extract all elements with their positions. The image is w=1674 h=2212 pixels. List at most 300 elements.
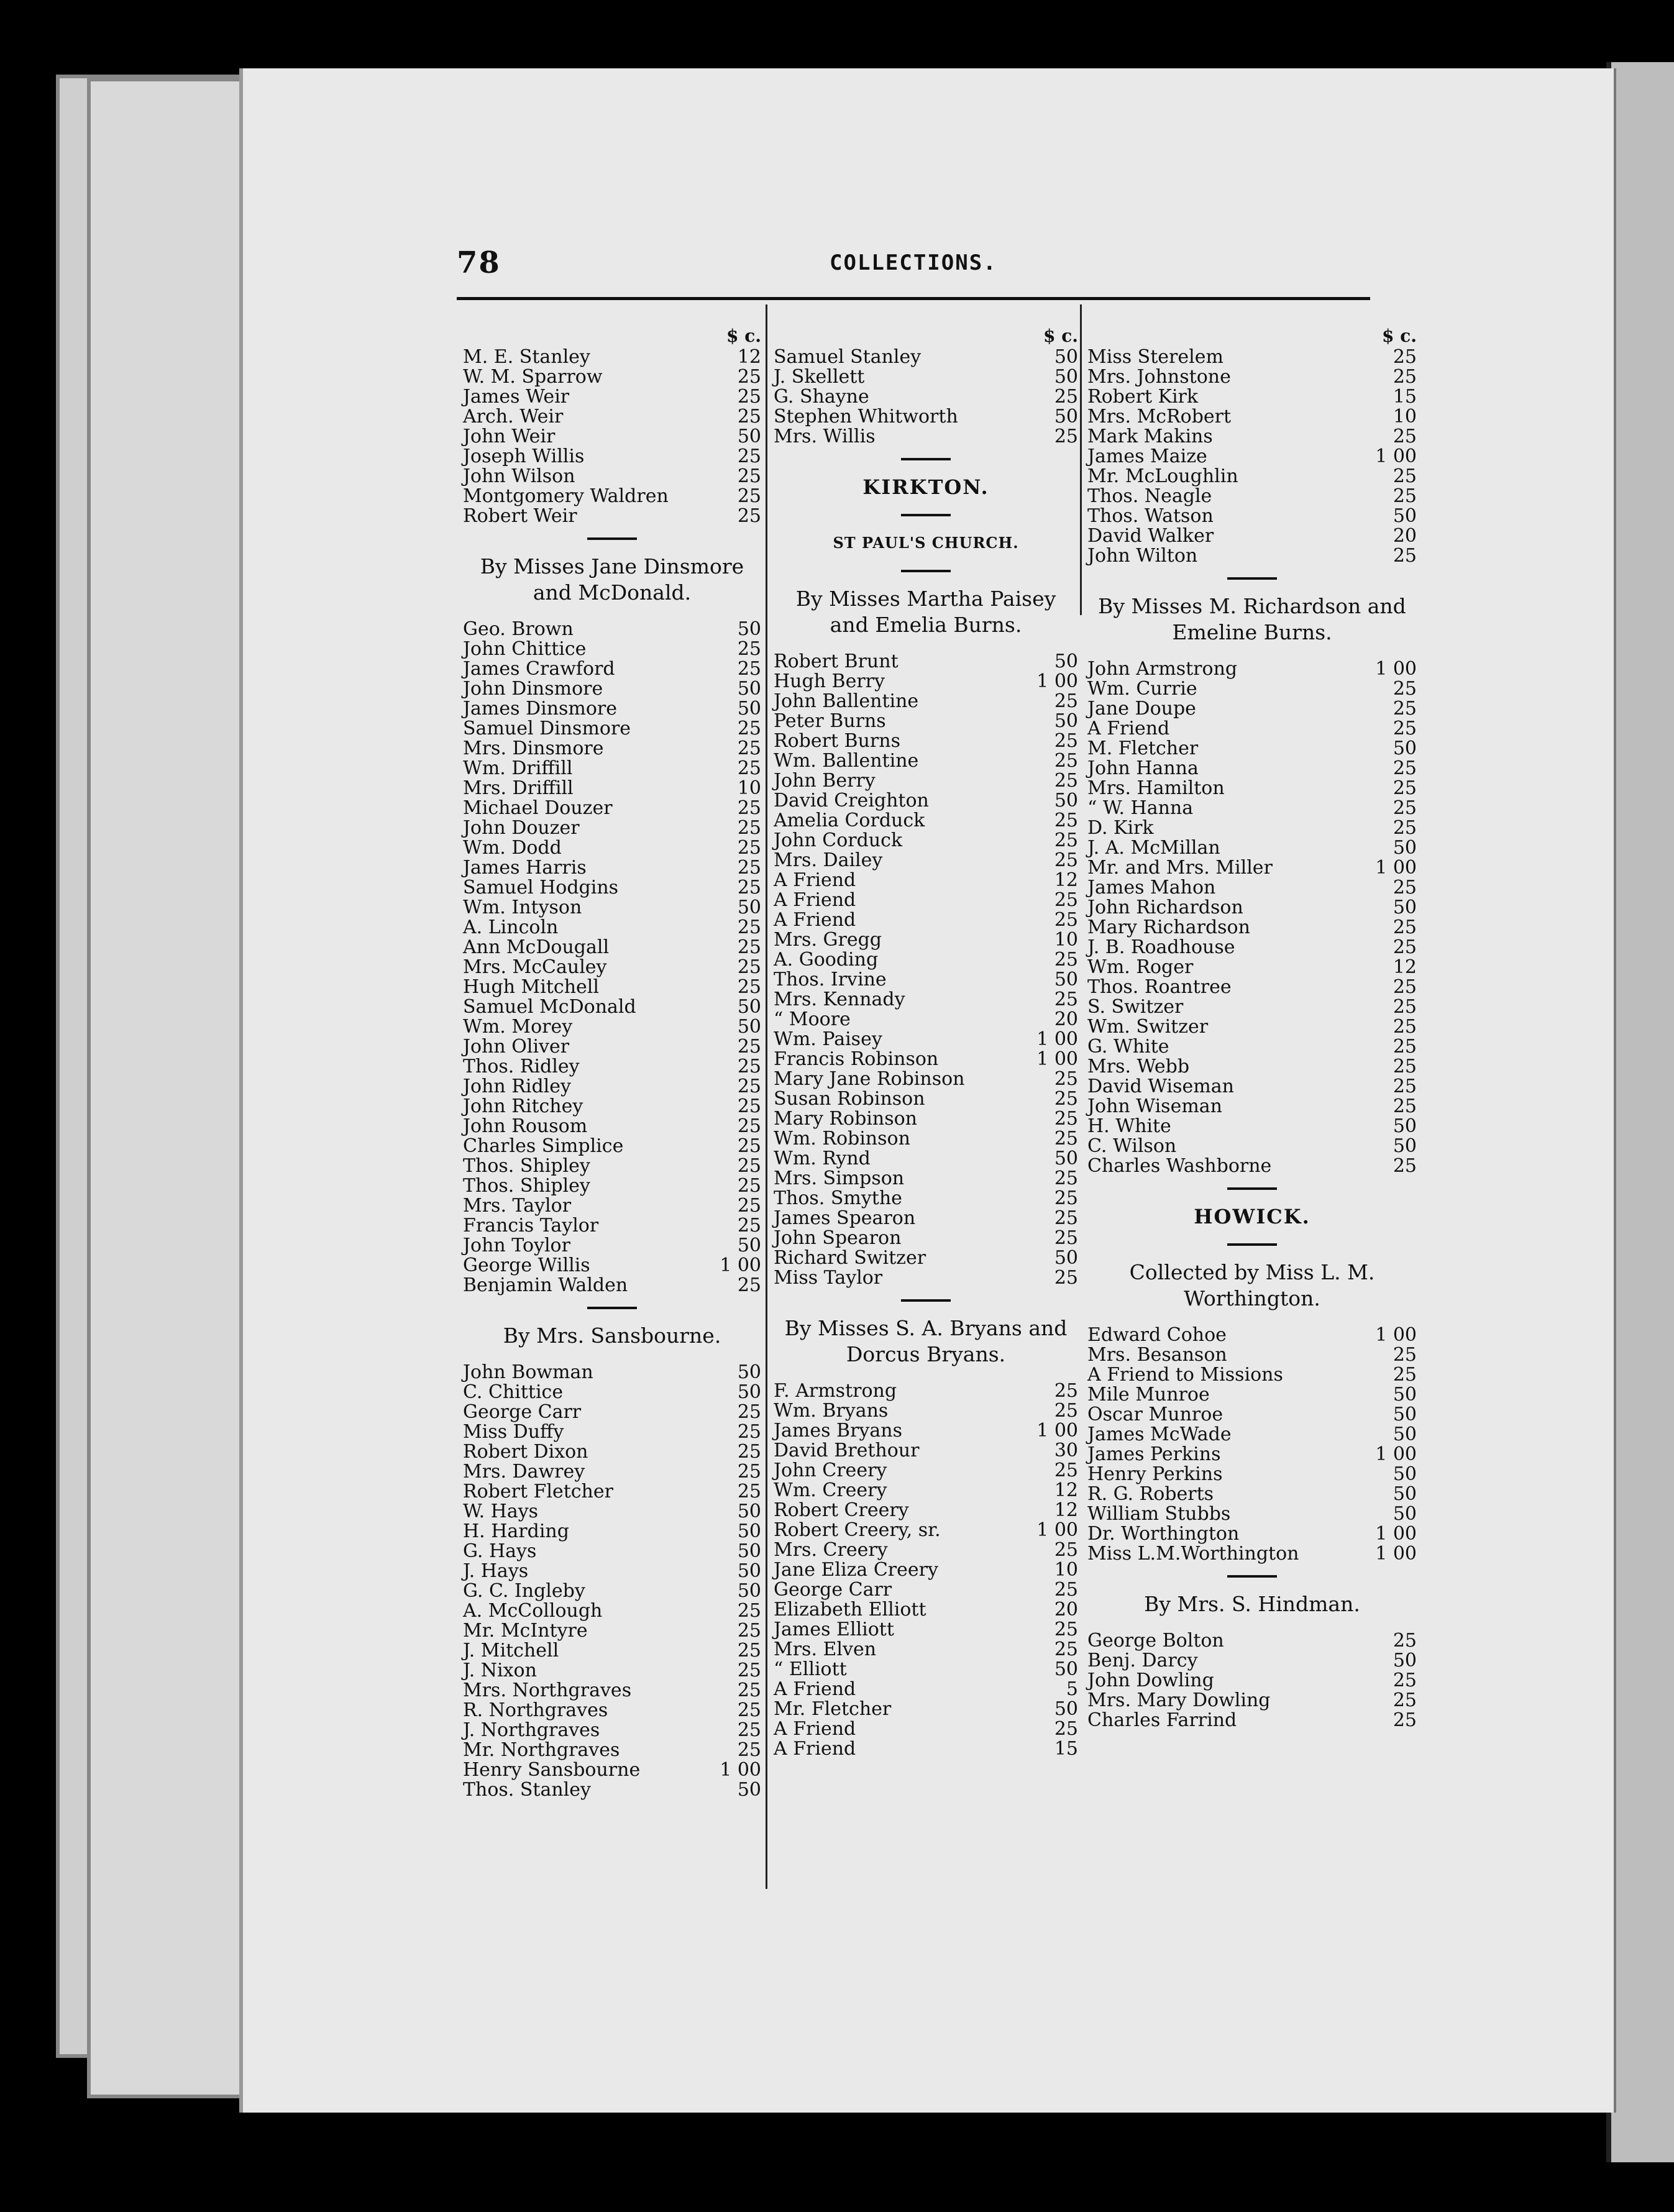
contributor-name: A Friend xyxy=(774,889,856,911)
contribution-amount: 50 xyxy=(1054,1658,1078,1680)
contributor-name: G. Shayne xyxy=(774,386,869,408)
contribution-amount: 50 xyxy=(1393,897,1417,918)
contributor-name: Mr. and Mrs. Miller xyxy=(1087,857,1273,879)
contribution-amount: 12 xyxy=(1054,1499,1078,1521)
contribution-amount: 25 xyxy=(737,1056,761,1077)
list-item xyxy=(774,731,1078,751)
list-item xyxy=(463,1077,761,1097)
contributor-name: John Armstrong xyxy=(1087,658,1238,680)
contributor-name: J. A. McMillan xyxy=(1087,837,1220,859)
list-item xyxy=(774,811,1078,831)
contributor-name: Mrs. Mary Dowling xyxy=(1087,1689,1271,1711)
list-item xyxy=(1087,1651,1417,1671)
list-item xyxy=(1087,1484,1417,1504)
contribution-amount: 25 xyxy=(737,976,761,998)
contribution-amount: 50 xyxy=(737,1779,761,1801)
contributor-name: John Ballentine xyxy=(774,690,919,712)
contribution-amount: 25 xyxy=(1393,916,1417,938)
contribution-amount: 25 xyxy=(1393,346,1417,368)
list-item xyxy=(463,818,761,838)
contributor-name: James Harris xyxy=(463,857,587,879)
list-item xyxy=(1087,759,1417,779)
contribution-amount: 25 xyxy=(1054,1108,1078,1130)
contribution-amount: 25 xyxy=(737,718,761,739)
contributor-name: Benjamin Walden xyxy=(463,1274,628,1296)
contributor-name: Jane Eliza Creery xyxy=(774,1559,938,1581)
contribution-amount: 50 xyxy=(737,1580,761,1602)
contribution-amount: 50 xyxy=(1054,790,1078,811)
list-item xyxy=(463,1382,761,1402)
section-heading: HOWICK. xyxy=(1194,1205,1310,1228)
contributor-name: Samuel Hodgins xyxy=(463,877,619,898)
list-item xyxy=(463,739,761,759)
contribution-amount: 25 xyxy=(1054,1128,1078,1149)
contributor-name: J. Mitchell xyxy=(463,1640,559,1661)
contribution-amount: 1 00 xyxy=(1375,1523,1417,1545)
list-item xyxy=(774,1069,1078,1089)
contribution-amount: 50 xyxy=(1393,837,1417,859)
contributor-name: Arch. Weir xyxy=(463,406,564,427)
contribution-amount: 50 xyxy=(1054,651,1078,672)
contributor-name: “ W. Hanna xyxy=(1087,797,1194,819)
contribution-amount: 25 xyxy=(1393,545,1417,567)
contribution-amount: 25 xyxy=(737,797,761,819)
contribution-amount: 25 xyxy=(737,1155,761,1177)
currency-header: $ c. xyxy=(1381,326,1417,346)
contributor-name: John Rousom xyxy=(463,1115,588,1137)
contribution-amount: 25 xyxy=(737,1481,761,1502)
contribution-amount: 50 xyxy=(737,1016,761,1038)
contribution-amount: 25 xyxy=(737,1719,761,1741)
contribution-amount: 25 xyxy=(1054,889,1078,911)
facing-page-edge xyxy=(1606,62,1674,2162)
contribution-amount: 25 xyxy=(737,446,761,467)
contributor-name: D. Kirk xyxy=(1087,817,1154,839)
contributor-name: Samuel McDonald xyxy=(463,996,636,1018)
contribution-amount: 10 xyxy=(1054,929,1078,951)
contributor-name: Robert Burns xyxy=(774,730,900,752)
contribution-amount: 25 xyxy=(1393,698,1417,720)
contribution-amount: 50 xyxy=(1054,969,1078,990)
contribution-amount: 50 xyxy=(1393,1424,1417,1445)
list-item xyxy=(774,1381,1078,1401)
page-number: 78 xyxy=(457,245,501,280)
contributor-name: M. E. Stanley xyxy=(463,346,590,368)
list-item xyxy=(774,387,1078,407)
list-item xyxy=(774,851,1078,871)
contribution-amount: 25 xyxy=(1054,690,1078,712)
list-item xyxy=(1087,1345,1417,1365)
contribution-amount: 50 xyxy=(737,1560,761,1582)
contributor-name: Edward Cohoe xyxy=(1087,1324,1227,1346)
contributor-name: G. White xyxy=(1087,1036,1169,1058)
list-item xyxy=(463,1057,761,1077)
list-item xyxy=(463,1017,761,1037)
contributor-name: Wm. Ballentine xyxy=(774,750,919,772)
contributor-name: George Carr xyxy=(774,1579,892,1601)
contributor-name: Francis Taylor xyxy=(463,1215,599,1236)
contribution-amount: 25 xyxy=(1393,485,1417,507)
list-item xyxy=(463,1621,761,1641)
contributor-name: Samuel Stanley xyxy=(774,346,922,368)
list-item xyxy=(463,1216,761,1236)
contribution-amount: 25 xyxy=(1054,1400,1078,1422)
list-item xyxy=(1087,1445,1417,1465)
contribution-amount: 50 xyxy=(737,1361,761,1383)
list-item xyxy=(774,1540,1078,1560)
contribution-amount: 50 xyxy=(737,678,761,700)
contributor-name: R. G. Roberts xyxy=(1087,1483,1214,1505)
contribution-amount: 25 xyxy=(737,1175,761,1197)
contribution-amount: 25 xyxy=(737,1421,761,1443)
contributor-name: Mrs. McCauley xyxy=(463,956,607,978)
list-item xyxy=(1087,798,1417,818)
list-item xyxy=(774,871,1078,890)
list-item xyxy=(774,672,1078,692)
contributor-name: Thos. Roantree xyxy=(1087,976,1232,998)
contributor-name: Mr. Fletcher xyxy=(774,1698,892,1720)
contributor-name: Mrs. Hamilton xyxy=(1087,777,1225,799)
list-item xyxy=(1087,526,1417,546)
section-divider xyxy=(901,570,951,572)
contributor-name: J. B. Roadhouse xyxy=(1087,936,1235,958)
list-item xyxy=(774,1481,1078,1501)
contributor-name: Wm. Morey xyxy=(463,1016,573,1038)
list-item xyxy=(1087,1671,1417,1691)
contribution-amount: 25 xyxy=(1054,909,1078,931)
list-item xyxy=(1087,1117,1417,1136)
contribution-amount: 50 xyxy=(1393,1650,1417,1671)
contribution-amount: 25 xyxy=(1393,877,1417,898)
contribution-amount: 50 xyxy=(1054,1698,1078,1720)
contribution-amount: 25 xyxy=(737,658,761,680)
contributor-name: Mrs. Dailey xyxy=(774,849,883,871)
list-item xyxy=(463,759,761,779)
list-item xyxy=(1087,699,1417,719)
contributor-name: Ann McDougall xyxy=(463,936,610,958)
contribution-amount: 25 xyxy=(1393,1155,1417,1177)
contribution-amount: 25 xyxy=(1054,1579,1078,1601)
list-item xyxy=(463,1482,761,1502)
contribution-amount: 1 00 xyxy=(720,1759,761,1781)
contribution-amount: 25 xyxy=(737,1640,761,1661)
section-heading: By Mrs. S. Hindman. xyxy=(1144,1592,1360,1616)
contributor-name: John Ridley xyxy=(463,1076,571,1097)
contributor-name: John Bowman xyxy=(463,1361,593,1383)
list-item xyxy=(774,1030,1078,1049)
column-divider-1 xyxy=(766,304,767,1889)
contributor-name: George Bolton xyxy=(1087,1630,1224,1652)
list-item xyxy=(774,1461,1078,1481)
list-item xyxy=(774,1719,1078,1739)
list-item xyxy=(774,1149,1078,1169)
section-heading: ST PAUL'S CHURCH. xyxy=(833,534,1019,552)
list-item xyxy=(1087,1691,1417,1711)
list-item xyxy=(463,1780,761,1800)
list-item xyxy=(1087,1097,1417,1117)
contributor-name: A Friend xyxy=(774,1718,856,1740)
contributor-name: Mrs. Kennady xyxy=(774,989,905,1010)
contributor-name: Thos. Irvine xyxy=(774,969,887,990)
contribution-amount: 25 xyxy=(1393,678,1417,700)
contribution-amount: 25 xyxy=(737,366,761,388)
list-item xyxy=(1087,719,1417,739)
contribution-amount: 50 xyxy=(1393,738,1417,759)
contribution-amount: 20 xyxy=(1054,1008,1078,1030)
contribution-amount: 25 xyxy=(737,1401,761,1423)
contributor-name: John Wilton xyxy=(1087,545,1198,567)
contributor-name: F. Armstrong xyxy=(774,1380,897,1402)
section-divider xyxy=(1227,1575,1277,1578)
contribution-amount: 1 00 xyxy=(1375,1543,1417,1565)
contributor-name: John Toylor xyxy=(463,1235,570,1256)
contributor-name: Wm. Currie xyxy=(1087,678,1197,700)
section-heading: By Misses Martha Paisey and Emelia Burns. xyxy=(795,587,1056,637)
list-item xyxy=(463,997,761,1017)
section-divider xyxy=(901,458,951,460)
list-item xyxy=(1087,997,1417,1017)
contribution-amount: 50 xyxy=(1393,1384,1417,1405)
contribution-amount: 50 xyxy=(737,1501,761,1522)
contribution-amount: 25 xyxy=(1393,1709,1417,1731)
contributor-name: J. Hays xyxy=(463,1560,529,1582)
contribution-amount: 25 xyxy=(737,916,761,938)
section-heading: By Misses S. A. Bryans and Dorcus Bryans. xyxy=(784,1316,1068,1366)
contribution-amount: 25 xyxy=(1054,1207,1078,1229)
list-item xyxy=(463,1117,761,1136)
contribution-amount: 25 xyxy=(1393,426,1417,447)
list-item xyxy=(1087,447,1417,467)
list-item xyxy=(1087,467,1417,487)
list-item xyxy=(1087,347,1417,367)
list-item xyxy=(463,719,761,739)
contributor-name: Oscar Munroe xyxy=(1087,1404,1223,1425)
contribution-amount: 50 xyxy=(1054,346,1078,368)
list-item xyxy=(463,1422,761,1442)
contributor-name: Mr. McIntyre xyxy=(463,1620,588,1642)
contribution-amount: 25 xyxy=(737,757,761,779)
contributor-name: George Carr xyxy=(463,1401,582,1423)
contributor-name: Miss L.M.Worthington xyxy=(1087,1543,1299,1565)
list-item xyxy=(774,1129,1078,1149)
contributor-name: A Friend xyxy=(1087,718,1170,739)
contributor-name: Mrs. Dinsmore xyxy=(463,738,604,759)
contributor-name: Mrs. McRobert xyxy=(1087,406,1232,427)
contribution-amount: 25 xyxy=(1393,996,1417,1018)
contributor-name: Jane Doupe xyxy=(1087,698,1196,720)
contributor-name: George Willis xyxy=(463,1255,590,1276)
contributor-name: Mrs. Elven xyxy=(774,1638,877,1660)
list-item xyxy=(1087,659,1417,679)
contributor-name: Wm. Robinson xyxy=(774,1128,910,1149)
list-item xyxy=(463,1196,761,1216)
list-item xyxy=(1087,838,1417,858)
contribution-amount: 25 xyxy=(1054,1187,1078,1209)
list-item xyxy=(463,898,761,918)
contributor-name: Wm. Creery xyxy=(774,1479,887,1501)
list-item xyxy=(774,692,1078,711)
column-1 xyxy=(463,326,761,1800)
list-item xyxy=(1087,878,1417,898)
contributor-name: Wm. Paisey xyxy=(774,1028,882,1050)
column-3 xyxy=(1087,326,1417,1730)
contributor-name: Samuel Dinsmore xyxy=(463,718,631,739)
list-item xyxy=(774,1421,1078,1441)
list-item xyxy=(774,751,1078,771)
contribution-amount: 25 xyxy=(1054,830,1078,851)
list-item xyxy=(1087,487,1417,506)
section-heading: By Misses Jane Dinsmore and McDonald. xyxy=(480,554,744,605)
list-item xyxy=(463,1276,761,1296)
contribution-amount: 1 00 xyxy=(1036,1028,1078,1050)
contributor-name: S. Switzer xyxy=(1087,996,1184,1018)
list-item xyxy=(463,1760,761,1780)
contribution-amount: 25 xyxy=(737,1274,761,1296)
section-divider xyxy=(587,1307,637,1309)
contribution-amount: 50 xyxy=(737,426,761,447)
contributor-name: Francis Robinson xyxy=(774,1048,939,1070)
contributor-name: Robert Creery xyxy=(774,1499,909,1521)
list-item xyxy=(1087,1077,1417,1097)
contributor-name: Mark Makins xyxy=(1087,426,1213,447)
list-item xyxy=(463,427,761,447)
contributor-name: Mrs. Taylor xyxy=(463,1195,572,1217)
contribution-amount: 25 xyxy=(1393,1670,1417,1691)
contributor-name: Hugh Berry xyxy=(774,670,885,692)
list-item xyxy=(774,1640,1078,1660)
contributor-name: G. Hays xyxy=(463,1540,537,1562)
contribution-amount: 25 xyxy=(1054,1638,1078,1660)
contribution-amount: 25 xyxy=(1393,817,1417,839)
contribution-amount: 50 xyxy=(737,1540,761,1562)
contribution-amount: 25 xyxy=(1054,1227,1078,1249)
contribution-amount: 1 00 xyxy=(720,1255,761,1276)
section-divider xyxy=(587,537,637,540)
list-item xyxy=(774,1228,1078,1248)
contribution-amount: 50 xyxy=(1054,406,1078,427)
list-item xyxy=(1087,957,1417,977)
contributor-name: Wm. Switzer xyxy=(1087,1016,1209,1038)
contribution-amount: 1 00 xyxy=(1375,658,1417,680)
contribution-amount: 25 xyxy=(1393,366,1417,388)
section-divider xyxy=(901,514,951,516)
list-item xyxy=(1087,898,1417,918)
list-item xyxy=(774,1169,1078,1189)
contributor-name: Wm. Bryans xyxy=(774,1400,889,1422)
contribution-amount: 25 xyxy=(1393,976,1417,998)
contribution-amount: 25 xyxy=(737,505,761,527)
contributor-name: Hugh Mitchell xyxy=(463,976,599,998)
contributor-name: Mrs. Webb xyxy=(1087,1056,1190,1077)
contribution-amount: 1 00 xyxy=(1036,670,1078,692)
contribution-amount: 1 00 xyxy=(1036,1420,1078,1442)
contribution-amount: 50 xyxy=(737,618,761,640)
list-item xyxy=(463,387,761,407)
contribution-amount: 25 xyxy=(1393,936,1417,958)
list-item xyxy=(774,930,1078,950)
contribution-amount: 50 xyxy=(737,698,761,720)
contribution-amount: 1 00 xyxy=(1375,1324,1417,1346)
list-item xyxy=(463,957,761,977)
contributor-name: Mrs. Dawrey xyxy=(463,1461,585,1483)
contribution-amount: 10 xyxy=(737,777,761,799)
list-item xyxy=(1087,427,1417,447)
contributor-name: Joseph Willis xyxy=(463,446,585,467)
list-item xyxy=(1087,977,1417,997)
list-item xyxy=(774,1248,1078,1268)
list-item xyxy=(463,1601,761,1621)
contribution-amount: 25 xyxy=(1393,1076,1417,1097)
contributor-name: Mrs. Simpson xyxy=(774,1168,905,1189)
contributor-name: Mary Jane Robinson xyxy=(774,1068,965,1090)
list-item xyxy=(1087,1465,1417,1484)
contributor-name: Charles Washborne xyxy=(1087,1155,1272,1177)
list-item xyxy=(774,831,1078,851)
contributor-name: John Ritchey xyxy=(463,1095,583,1117)
list-item xyxy=(774,652,1078,672)
contributor-name: J. Northgraves xyxy=(463,1719,600,1741)
list-item xyxy=(774,1441,1078,1461)
contributor-name: Mrs. Driffill xyxy=(463,777,574,799)
contributor-name: Miss Duffy xyxy=(463,1421,564,1443)
contribution-amount: 25 xyxy=(1054,1460,1078,1481)
contributor-name: W. Hays xyxy=(463,1501,539,1522)
contribution-amount: 25 xyxy=(737,1600,761,1622)
contributor-name: M. Fletcher xyxy=(1087,738,1199,759)
contribution-amount: 10 xyxy=(1054,1559,1078,1581)
list-item xyxy=(774,970,1078,990)
contributor-name: H. White xyxy=(1087,1115,1171,1137)
contributor-name: David Wiseman xyxy=(1087,1076,1234,1097)
list-item xyxy=(774,890,1078,910)
contributor-name: Mrs. Willis xyxy=(774,426,876,447)
contribution-amount: 25 xyxy=(737,1680,761,1701)
contributor-name: A Friend xyxy=(774,1738,856,1760)
contributor-name: Thos. Smythe xyxy=(774,1187,902,1209)
list-item xyxy=(1087,818,1417,838)
list-item xyxy=(1087,1425,1417,1445)
list-item xyxy=(463,1156,761,1176)
list-item xyxy=(463,1542,761,1561)
list-item xyxy=(463,918,761,938)
contributor-name: Mrs. Northgraves xyxy=(463,1680,632,1701)
list-item xyxy=(463,1681,761,1701)
contributor-name: Peter Burns xyxy=(774,710,886,732)
contributor-name: John Corduck xyxy=(774,830,903,851)
list-item xyxy=(774,1209,1078,1228)
list-item xyxy=(463,1462,761,1482)
contribution-amount: 25 xyxy=(1393,1056,1417,1077)
list-item xyxy=(774,1401,1078,1421)
list-item xyxy=(1087,1017,1417,1037)
contributor-name: Mrs. Johnstone xyxy=(1087,366,1231,388)
contributor-name: Mrs. Besanson xyxy=(1087,1344,1227,1366)
contributor-name: Thos. Stanley xyxy=(463,1779,591,1801)
contributor-name: Mr. Northgraves xyxy=(463,1739,620,1761)
contribution-amount: 25 xyxy=(737,1441,761,1463)
contribution-amount: 25 xyxy=(737,956,761,978)
contribution-amount: 25 xyxy=(737,1215,761,1236)
list-item xyxy=(463,858,761,878)
contribution-amount: 25 xyxy=(737,485,761,507)
contributor-name: James Bryans xyxy=(774,1420,902,1442)
list-item xyxy=(1087,1037,1417,1057)
contributor-name: Wm. Intyson xyxy=(463,897,582,918)
contributor-name: Wm. Roger xyxy=(1087,956,1194,978)
list-item xyxy=(774,950,1078,970)
list-item xyxy=(1087,739,1417,759)
list-item xyxy=(774,1049,1078,1069)
